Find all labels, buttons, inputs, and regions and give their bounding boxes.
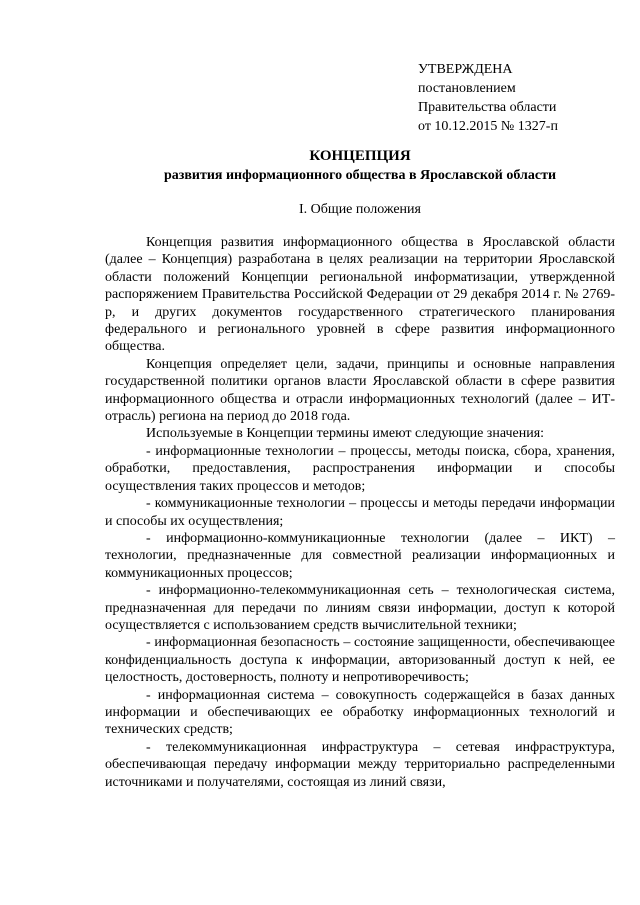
definition-item: - информационно-телекоммуникационная сеть – технологическая система, предназначенная для передачи по линиям связи информации, доступ к которой осуществляется с использованием средств вычислительной техники; [105, 583, 615, 633]
definition-item: - информационные технологии – процессы, методы поиска, сбора, хранения, обработки, предоставления, распространения информации и способы осуществления таких процессов и методов; [105, 443, 615, 494]
paragraph: Концепция определяет цели, задачи, принципы и основные направления государственной политики органов власти Ярославской области в сфере развития информационного общества и отрасли информационных технологий (далее – ИТ-отрасль) региона на период до 2018 года. [105, 356, 615, 425]
paragraph: Концепция развития информационного общества в Ярославской области (далее – Концепция) разработана в целях реализации на территории Ярославской области положений Концепции региональной информатизации, утвержденной распоряжением Правительства Российской Федерации от 29 декабря 2014 г. № 2769-р, и других документов государственного стратегического планирования федерального и регионального уровней в сфере развития информационного общества. [105, 235, 615, 355]
definition-item: - телекоммуникационная инфраструктура – сетевая инфраструктура, обеспечивающая передачу информации между территориально распределенными источниками и получателями, состоящая из линий связи, [105, 739, 615, 790]
definition-item: - коммуникационные технологии – процессы и методы передачи информации и способы их осуществления; [105, 496, 615, 529]
document-title [105, 146, 615, 186]
approval-title: УТВЕРЖДЕНА [418, 62, 513, 77]
approval-stamp [418, 60, 558, 136]
section-heading: I. Общие положения [299, 202, 421, 217]
approval-basis: постановлением [418, 81, 516, 96]
definition-item: - информационная безопасность – состояние защищенности, обеспечивающее конфиденциальность доступа к информации, авторизованный доступ к ней, ее целостность, достоверность, полноту и непротиворечивость; [105, 635, 615, 686]
definition-item: - информационно-коммуникационные технологии (далее – ИКТ) – технологии, предназначенные для совместной реализации информационных и коммуникационных процессов; [105, 530, 615, 581]
paragraph: Используемые в Концепции термины имеют следующие значения: [146, 426, 545, 442]
document-title-main: КОНЦЕПЦИЯ [309, 148, 411, 164]
approval-authority: Правительства области [418, 100, 557, 115]
document-body [105, 234, 615, 791]
document-title-sub: развития информационного общества в Ярославской области [163, 168, 557, 183]
approval-date-number: от 10.12.2015 № 1327-п [418, 119, 558, 134]
definition-item: - информационная система – совокупность содержащейся в базах данных информации и обеспечивающих ее обработку информационных технологий и технических средств; [105, 687, 615, 738]
